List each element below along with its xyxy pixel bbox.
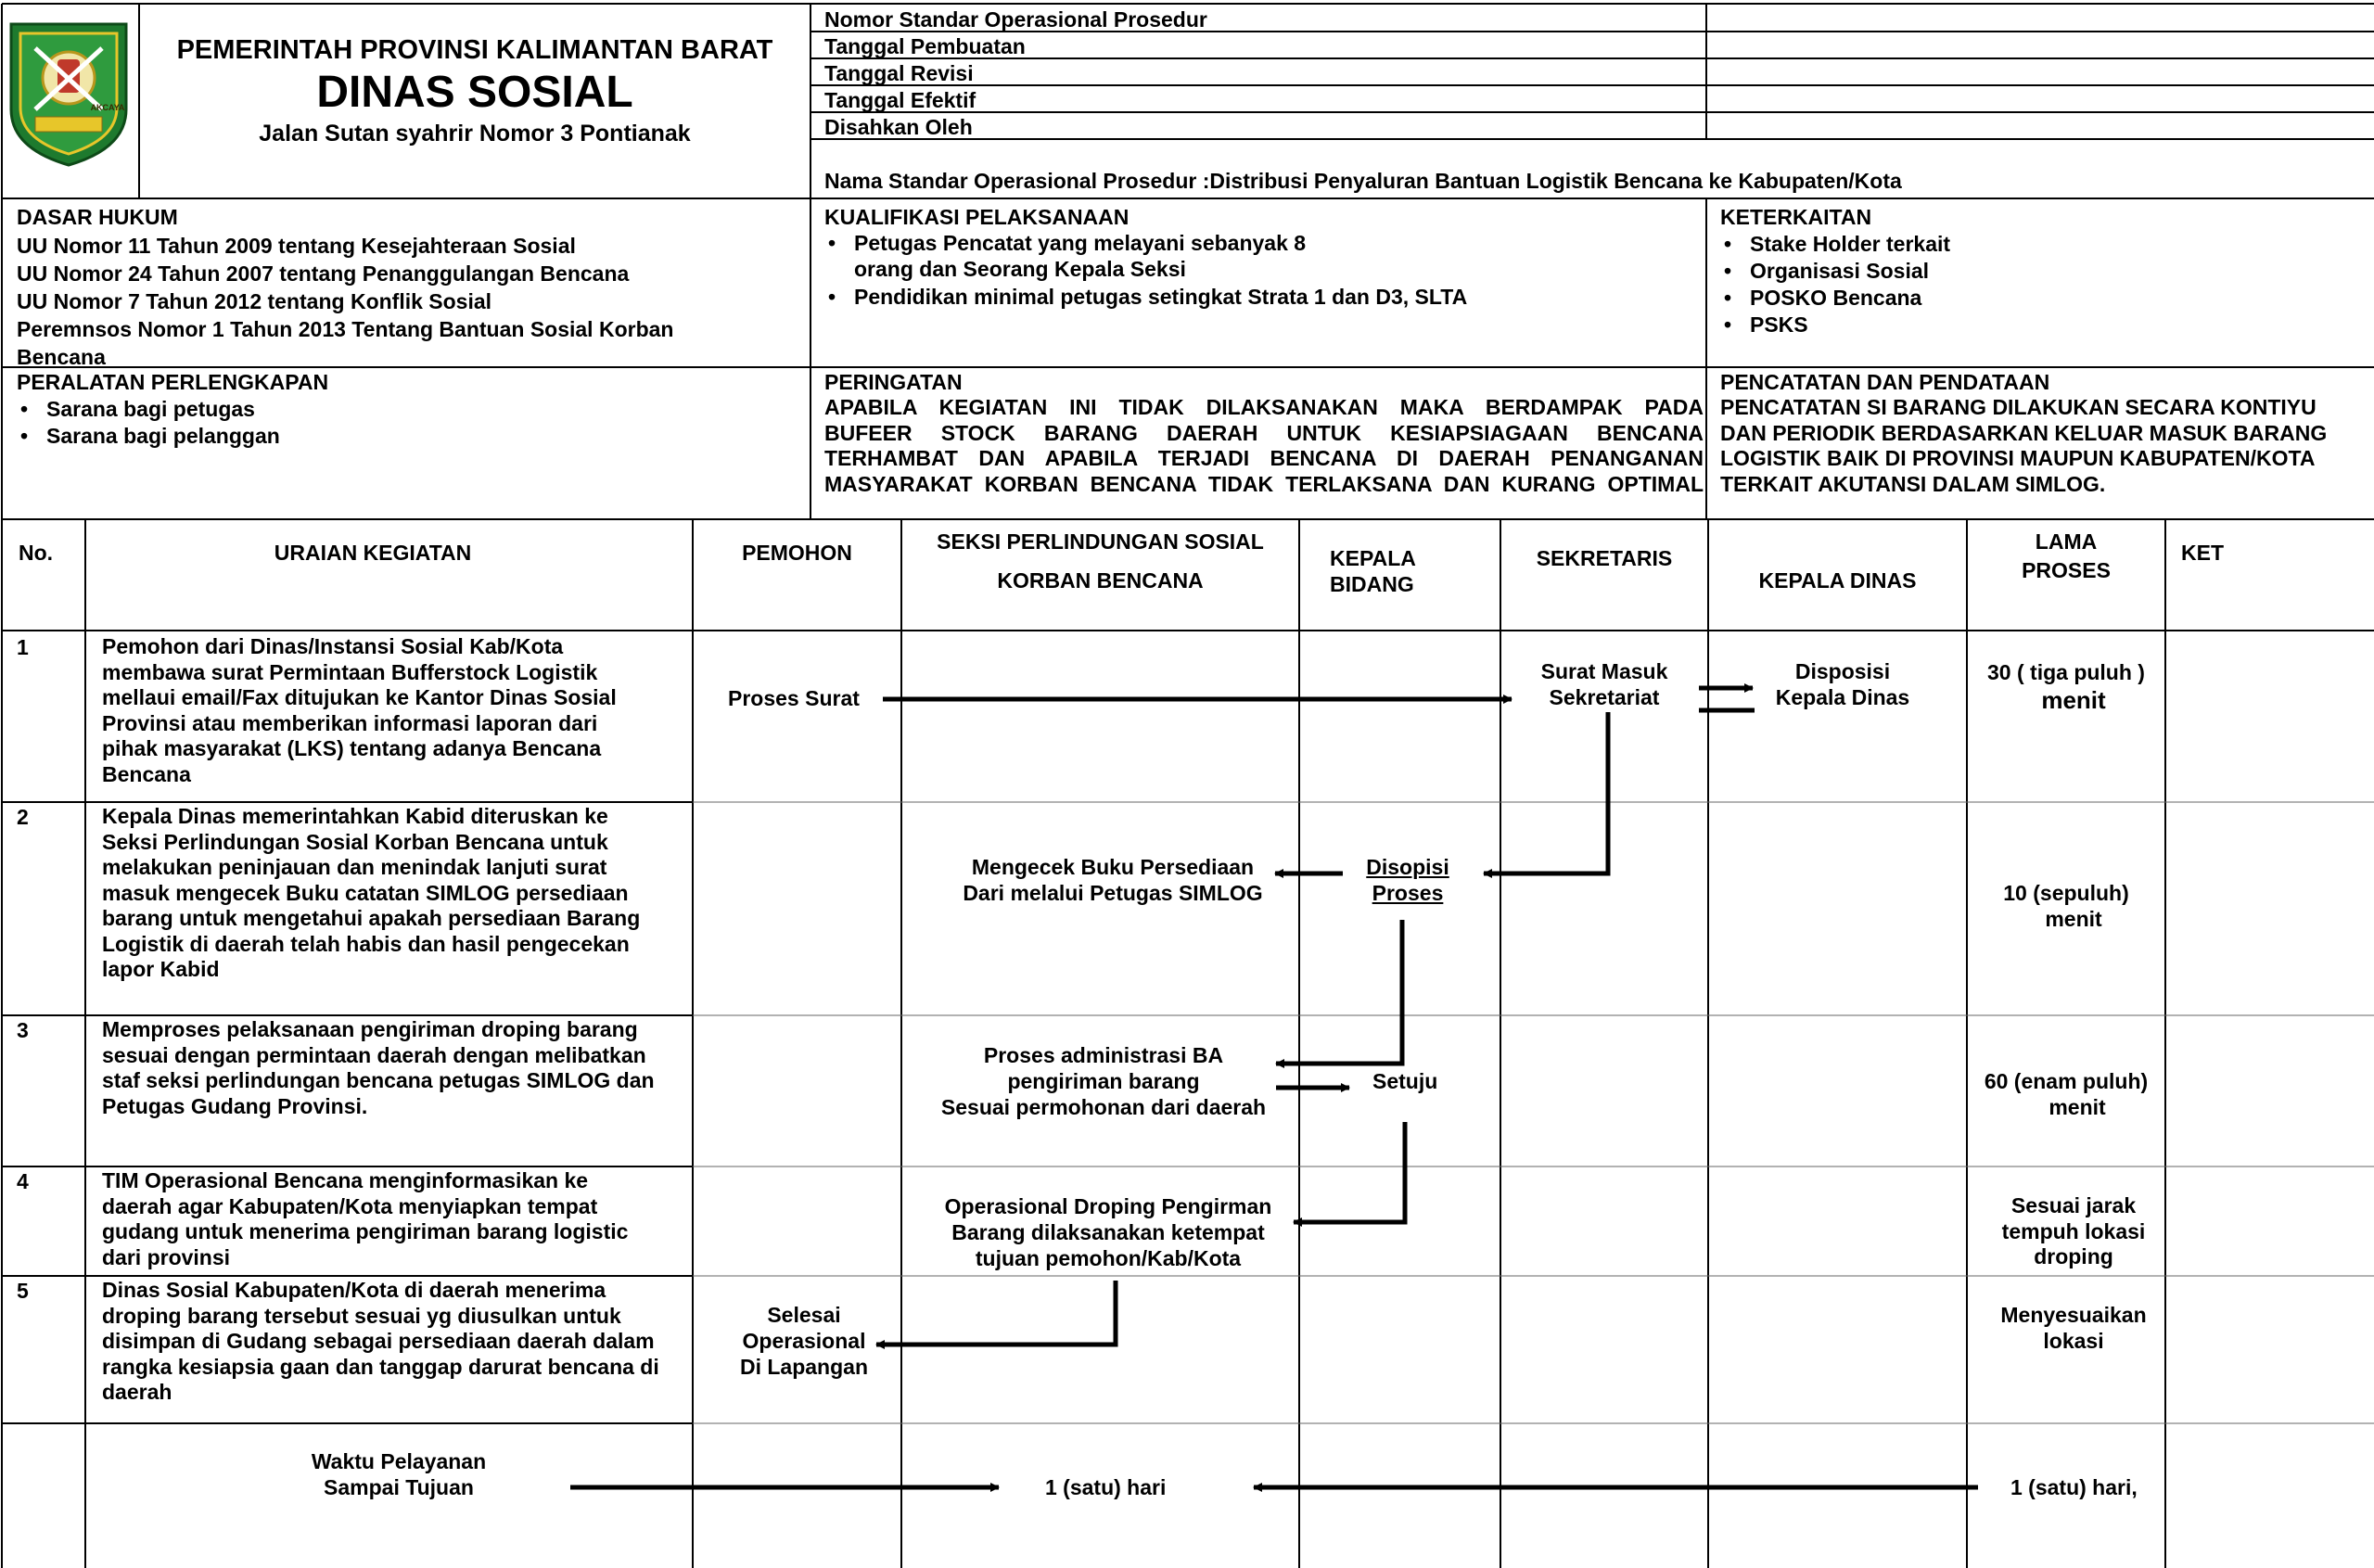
node-line: Surat Masuk <box>1540 659 1668 683</box>
peringatan-line: APABILA KEGIATAN INI TIDAK DILAKSANAKAN MAKA BERDAMPAK PADA <box>824 395 1704 419</box>
step-lama <box>1967 658 2165 714</box>
node-line: Operasional <box>742 1329 866 1353</box>
node-line: Dari melalui Petugas SIMLOG <box>963 881 1263 905</box>
step-desc-line: dari provinsi <box>102 1244 231 1269</box>
dasar-hukum-line: UU Nomor 24 Tahun 2007 tentang Penanggulangan Bencana <box>17 261 630 286</box>
footer-waktu <box>278 1448 519 1500</box>
peralatan-item: • Sarana bagi petugas <box>17 396 805 423</box>
node-line: Sesuai permohonan dari daerah <box>940 1095 1267 1119</box>
footer-satu-hari: 1 (satu) hari <box>1045 1475 1167 1499</box>
node-mengecek <box>918 854 1308 906</box>
step-lama-line: tempuh lokasi <box>2001 1218 2146 1243</box>
node-operasional <box>913 1193 1303 1271</box>
node-disopisi-proses <box>1315 854 1500 906</box>
step-desc-line: Memproses pelaksanaan pengiriman droping barang <box>102 1017 638 1041</box>
node-proses-surat: Proses Surat <box>728 686 860 710</box>
node-line: Mengecek Buku Persediaan <box>971 855 1255 879</box>
step-desc-line: sesuai dengan permintaan daerah dengan melibatkan <box>102 1042 646 1067</box>
node-line: Di Lapangan <box>739 1355 868 1379</box>
node-line: Barang dilaksanakan ketempat <box>951 1220 1265 1244</box>
step-desc-line: mellaui email/Fax ditujukan ke Kantor Dinas Sosial <box>102 685 617 709</box>
meta-label-efektif: Tanggal Efektif <box>824 88 976 112</box>
node-line: Disposisi <box>1794 659 1891 683</box>
footer-waktu-line: Sampai Tujuan <box>324 1475 474 1499</box>
meta-label-pembuatan: Tanggal Pembuatan <box>824 34 1026 58</box>
step-desc <box>102 1278 691 1406</box>
node-proses-admin <box>909 1042 1298 1120</box>
step-desc-line: disimpan di Gudang sebagai persediaan daerah dalam <box>102 1329 655 1353</box>
step-lama-line: lokasi <box>2043 1328 2104 1353</box>
keterkaitan <box>1720 204 2369 338</box>
step-desc-line: melakukan peninjauan dan menindak lanjuti surat <box>102 855 607 879</box>
step-desc-line: Provinsi atau memberikan informasi laporan dari <box>102 710 598 735</box>
step-lama <box>1967 880 2165 932</box>
step-no: 3 <box>17 1018 29 1042</box>
step-lama <box>1967 1303 2165 1354</box>
step-desc-line: TIM Operasional Bencana menginformasikan ke <box>102 1168 589 1192</box>
keterkaitan-item: • POSKO Bencana <box>1720 285 2369 312</box>
footer-satu-hari-lama: 1 (satu) hari, <box>2010 1475 2138 1499</box>
node-selesai <box>721 1302 887 1380</box>
col-header-uraian: URAIAN KEGIATAN <box>274 541 472 565</box>
meta-label-disahkan: Disahkan Oleh <box>824 115 973 139</box>
step-desc-line: lapor Kabid <box>102 957 220 981</box>
step-desc <box>102 1168 686 1270</box>
peringatan <box>824 369 1704 497</box>
step-desc-line: staf seksi perlindungan bencana petugas SIMLOG dan <box>102 1068 655 1092</box>
step-desc-line: barang untuk mengetahui apakah persediaan Barang <box>102 906 641 930</box>
step-desc-line: pihak masyarakat (LKS) tentang adanya Bencana <box>102 736 602 760</box>
step-desc-line: Petugas Gudang Provinsi. <box>102 1093 368 1118</box>
step-desc-line: Dinas Sosial Kabupaten/Kota di daerah menerima <box>102 1278 606 1302</box>
node-line: Disopisi <box>1366 855 1449 879</box>
step-lama-line: 60 (enam puluh) <box>1984 1069 2149 1093</box>
pencatatan-line: PENCATATAN SI BARANG DILAKUKAN SECARA KONTIYU <box>1720 395 2317 419</box>
pencatatan-line: TERKAIT AKUTANSI DALAM SIMLOG. <box>1720 471 2106 496</box>
peralatan-title: PERALATAN PERLENGKAPAN <box>17 370 329 394</box>
col-header-lama-1: LAMA <box>2035 529 2098 554</box>
dasar-hukum-line: UU Nomor 7 Tahun 2012 tentang Konflik Sosial <box>17 289 492 313</box>
node-line: tujuan pemohon/Kab/Kota <box>975 1246 1242 1270</box>
step-desc-line: daerah agar Kabupaten/Kota menyiapkan tempat <box>102 1193 598 1218</box>
step-desc-line: daerah <box>102 1380 172 1404</box>
step-lama-line: menit <box>2041 686 2106 714</box>
kualifikasi <box>824 204 1585 310</box>
node-line: Selesai <box>767 1303 841 1327</box>
col-header-seksi-1: SEKSI PERLINDUNGAN SOSIAL <box>937 529 1264 554</box>
kualifikasi-title: KUALIFIKASI PELAKSANAAN <box>824 205 1130 229</box>
peringatan-line: TERHAMBAT DAN APABILA TERJADI BENCANA DI DAERAH PENANGANAN <box>824 446 1704 470</box>
meta-label-nomor: Nomor Standar Operasional Prosedur <box>824 7 1207 32</box>
node-line: Operasional Droping Pengirman <box>944 1194 1272 1218</box>
keterkaitan-item: • PSKS <box>1720 312 2369 338</box>
kualifikasi-item: • Pendidikan minimal petugas setingkat Strata 1 dan D3, SLTA <box>824 284 1585 310</box>
arrow-operasional-selesai <box>876 1281 1116 1345</box>
step-lama-line: 10 (sepuluh) <box>2003 881 2129 905</box>
header-office: DINAS SOSIAL <box>316 68 633 117</box>
kualifikasi-item: • Petugas Pencatat yang melayani sebanyak 8 orang dan Seorang Kepala Seksi <box>824 230 1318 282</box>
peringatan-line: BUFEER STOCK BARANG DAERAH UNTUK KESIAPSIAGAAN BENCANA <box>824 420 1704 445</box>
step-desc-line: droping barang tersebut sesuai yg diusulkan untuk <box>102 1303 621 1328</box>
node-setuju: Setuju <box>1372 1069 1438 1093</box>
peringatan-title: PERINGATAN <box>824 370 963 394</box>
dasar-hukum-line: Peremnsos Nomor 1 Tahun 2013 Tentang Bantuan Sosial Korban <box>17 317 674 341</box>
dasar-hukum <box>17 204 805 371</box>
meta-label-revisi: Tanggal Revisi <box>824 61 974 85</box>
col-header-lama-2: PROSES <box>2022 558 2111 582</box>
pencatatan-title: PENCATATAN DAN PENDATAAN <box>1720 370 2050 394</box>
step-no: 2 <box>17 805 29 829</box>
col-header-ket: KET <box>2181 541 2224 565</box>
pencatatan-line: LOGISTIK BAIK DI PROVINSI MAUPUN KABUPATEN/KOTA <box>1720 446 2316 470</box>
step-no: 1 <box>17 635 29 659</box>
peralatan <box>17 369 805 450</box>
arrow-disposisi-kabid <box>1484 712 1608 873</box>
step-lama-line: Menyesuaikan <box>2000 1303 2147 1327</box>
step-lama-line: droping <box>2034 1244 2113 1268</box>
step-no: 5 <box>17 1279 29 1303</box>
step-desc-line: gudang untuk menerima pengiriman barang logistic <box>102 1219 629 1243</box>
col-header-seksi-2: KORBAN BENCANA <box>997 568 1204 593</box>
node-line: Kepala Dinas <box>1775 685 1910 709</box>
step-lama <box>1967 1193 2165 1270</box>
step-desc-line: masuk mengecek Buku catatan SIMLOG persediaan <box>102 880 629 905</box>
header-gov: PEMERINTAH PROVINSI KALIMANTAN BARAT <box>176 35 773 65</box>
node-line: Sekretariat <box>1549 685 1660 709</box>
step-lama-line: 30 ( tiga puluh ) <box>1987 660 2145 684</box>
step-desc-line: Bencana <box>102 761 191 786</box>
step-desc-line: membawa surat Permintaan Bufferstock Logistik <box>102 659 598 684</box>
node-line: Proses administrasi BA <box>983 1043 1224 1067</box>
arrow-setuju-operasional <box>1294 1122 1405 1222</box>
node-disposisi <box>1739 658 1946 710</box>
logo-banner-text: AKCAYA <box>90 103 125 112</box>
col-header-kadis: KEPALA DINAS <box>1758 568 1917 593</box>
step-desc <box>102 1017 691 1119</box>
step-desc-line: Pemohon dari Dinas/Instansi Sosial Kab/Kota <box>102 634 564 658</box>
sop-name: Nama Standar Operasional Prosedur :Distribusi Penyaluran Bantuan Logistik Bencana ke Kabupaten/Kota <box>824 169 1902 193</box>
step-desc-line: rangka kesiapsia gaan dan tanggap darurat bencana di <box>102 1354 659 1379</box>
keterkaitan-title: KETERKAITAN <box>1720 205 1872 229</box>
node-line: Proses <box>1372 881 1444 905</box>
col-header-pemohon: PEMOHON <box>742 541 852 565</box>
node-line: pengiriman barang <box>1007 1069 1200 1093</box>
node-surat-masuk <box>1500 658 1708 710</box>
col-header-kabid-1: KEPALA <box>1330 546 1416 570</box>
step-lama-line: menit <box>2045 907 2102 931</box>
step-lama-line: menit <box>2049 1095 2106 1119</box>
col-header-no: No. <box>19 541 54 565</box>
province-logo <box>7 20 130 167</box>
peralatan-item: • Sarana bagi pelanggan <box>17 423 805 450</box>
header-address: Jalan Sutan syahrir Nomor 3 Pontianak <box>259 121 691 147</box>
keterkaitan-item: • Organisasi Sosial <box>1720 258 2369 285</box>
step-desc-line: Seksi Perlindungan Sosial Korban Bencana untuk <box>102 829 608 854</box>
dasar-hukum-title: DASAR HUKUM <box>17 205 178 229</box>
step-desc <box>102 804 686 983</box>
dasar-hukum-line: UU Nomor 11 Tahun 2009 tentang Kesejahteraan Sosial <box>17 234 576 258</box>
pencatatan-line: DAN PERIODIK BERDASARKAN KELUAR MASUK BARANG <box>1720 420 2328 445</box>
step-desc <box>102 634 686 787</box>
peringatan-line: MASYARAKAT KORBAN BENCANA TIDAK TERLAKSANA DAN KURANG OPTIMAL <box>824 471 1704 496</box>
footer-waktu-line: Waktu Pelayanan <box>311 1449 487 1473</box>
keterkaitan-item: • Stake Holder terkait <box>1720 231 2369 258</box>
step-lama <box>1967 1068 2165 1120</box>
pencatatan <box>1720 369 2369 497</box>
col-header-sekretaris: SEKRETARIS <box>1536 546 1673 570</box>
step-desc-line: Logistik di daerah telah habis dan hasil pengecekan <box>102 931 630 956</box>
col-header-kabid-2: BIDANG <box>1330 572 1414 596</box>
step-no: 4 <box>17 1169 29 1193</box>
step-desc-line: Kepala Dinas memerintahkan Kabid diteruskan ke <box>102 804 608 828</box>
dasar-hukum-line: Bencana <box>17 345 106 369</box>
step-lama-line: Sesuai jarak <box>2010 1193 2137 1217</box>
